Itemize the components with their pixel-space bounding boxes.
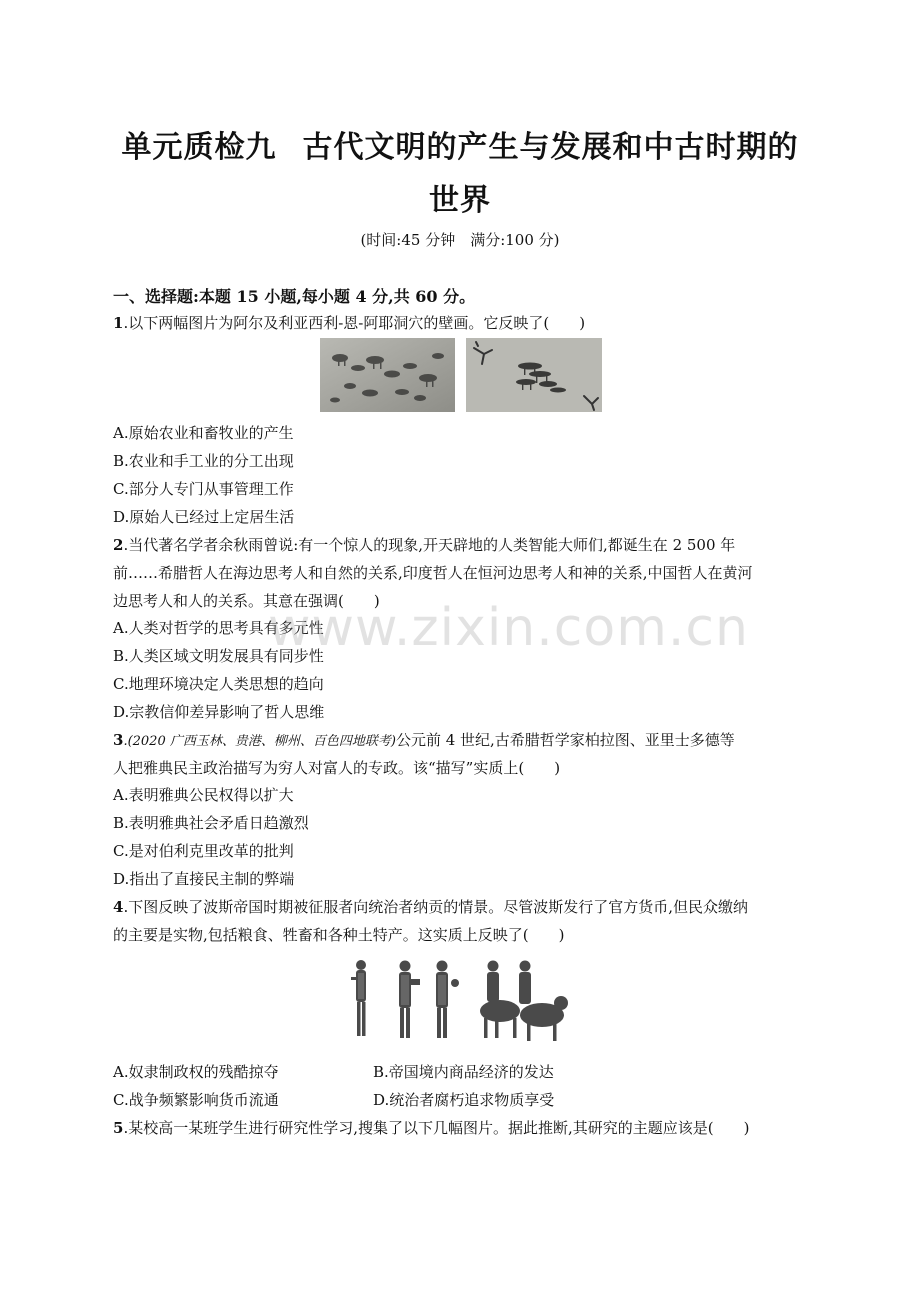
option-4c: C.战争频繁影响货币流通 xyxy=(113,1091,279,1109)
question-2-stem-line3: 边思考人和人的关系。其意在强调( ) xyxy=(113,592,380,610)
option-1b: B.农业和手工业的分工出现 xyxy=(113,452,294,470)
unit-topic: 古代文明的产生与发展和中古时期的 xyxy=(302,130,799,165)
question-5-stem: 5.某校高一某班学生进行研究性学习,搜集了以下几幅图片。据此推断,其研究的主题应该是( ) xyxy=(113,1119,750,1137)
question-number: 4 xyxy=(113,898,124,916)
question-4-stem-line2: 的主要是实物,包括粮食、牲畜和各种土特产。这实质上反映了( ) xyxy=(113,926,565,944)
option-4a: A.奴隶制政权的残酷掠夺 xyxy=(113,1063,279,1081)
question-number: 2 xyxy=(113,536,124,554)
option-3d: D.指出了直接民主制的弊端 xyxy=(113,870,295,888)
question-2-stem-line1: 2.当代著名学者余秋雨曾说:有一个惊人的现象,开天辟地的人类智能大师们,都诞生在 2 500 年 xyxy=(113,536,736,554)
unit-label: 单元质检九 xyxy=(121,130,277,165)
question-source: .(2020 广西玉林、贵港、柳州、百色四地联考) xyxy=(123,734,396,749)
watermark: www.zixin.com.cn xyxy=(268,598,749,658)
question-2-stem-line2: 前……希腊哲人在海边思考人和自然的关系,印度哲人在恒河边思考人和神的关系,中国哲人在黄河 xyxy=(113,564,753,582)
option-1a: A.原始农业和畜牧业的产生 xyxy=(113,424,294,442)
option-1c: C.部分人专门从事管理工作 xyxy=(113,480,294,498)
section-heading: 一、选择题:本题 15 小题,每小题 4 分,共 60 分。 xyxy=(113,287,476,306)
option-3b: B.表明雅典社会矛盾日趋激烈 xyxy=(113,814,309,832)
option-1d: D.原始人已经过上定居生活 xyxy=(113,508,295,526)
option-4d: D.统治者腐朽追求物质享受 xyxy=(373,1091,555,1109)
question-1-stem: 1.以下两幅图片为阿尔及利亚西利-恩-阿耶洞穴的壁画。它反映了( ) xyxy=(113,314,586,332)
question-3-stem-line1: 3.(2020 广西玉林、贵港、柳州、百色四地联考)公元前 4 世纪,古希腊哲学家柏拉图、亚里士多德等 xyxy=(113,731,735,749)
option-2d: D.宗教信仰差异影响了哲人思维 xyxy=(113,703,325,721)
document-title-line2: 世界 xyxy=(429,183,491,218)
option-4b: B.帝国境内商品经济的发达 xyxy=(373,1063,554,1081)
option-2b: B.人类区域文明发展具有同步性 xyxy=(113,647,324,665)
option-3a: A.表明雅典公民权得以扩大 xyxy=(113,786,294,804)
option-3c: C.是对伯利克里改革的批判 xyxy=(113,842,294,860)
question-number: 3 xyxy=(113,731,124,749)
option-2a: A.人类对哲学的思考具有多元性 xyxy=(113,619,324,637)
exam-time-info: (时间:45 分钟 满分:100 分) xyxy=(360,231,560,249)
option-2c: C.地理环境决定人类思想的趋向 xyxy=(113,675,324,693)
question-4-stem-line1: 4.下图反映了波斯帝国时期被征服者向统治者纳贡的情景。尽管波斯发行了官方货币,但民众缴纳 xyxy=(113,898,748,916)
question-number: 1 xyxy=(113,314,124,332)
persian-tribute-relief-image xyxy=(345,955,573,1047)
cave-painting-right xyxy=(466,338,602,412)
question-3-stem-line2: 人把雅典民主政治描写为穷人对富人的专政。该“描写”实质上( ) xyxy=(113,759,561,777)
question-number: 5 xyxy=(113,1119,124,1137)
cave-painting-left xyxy=(320,338,455,412)
document-title-line1 xyxy=(60,122,860,166)
